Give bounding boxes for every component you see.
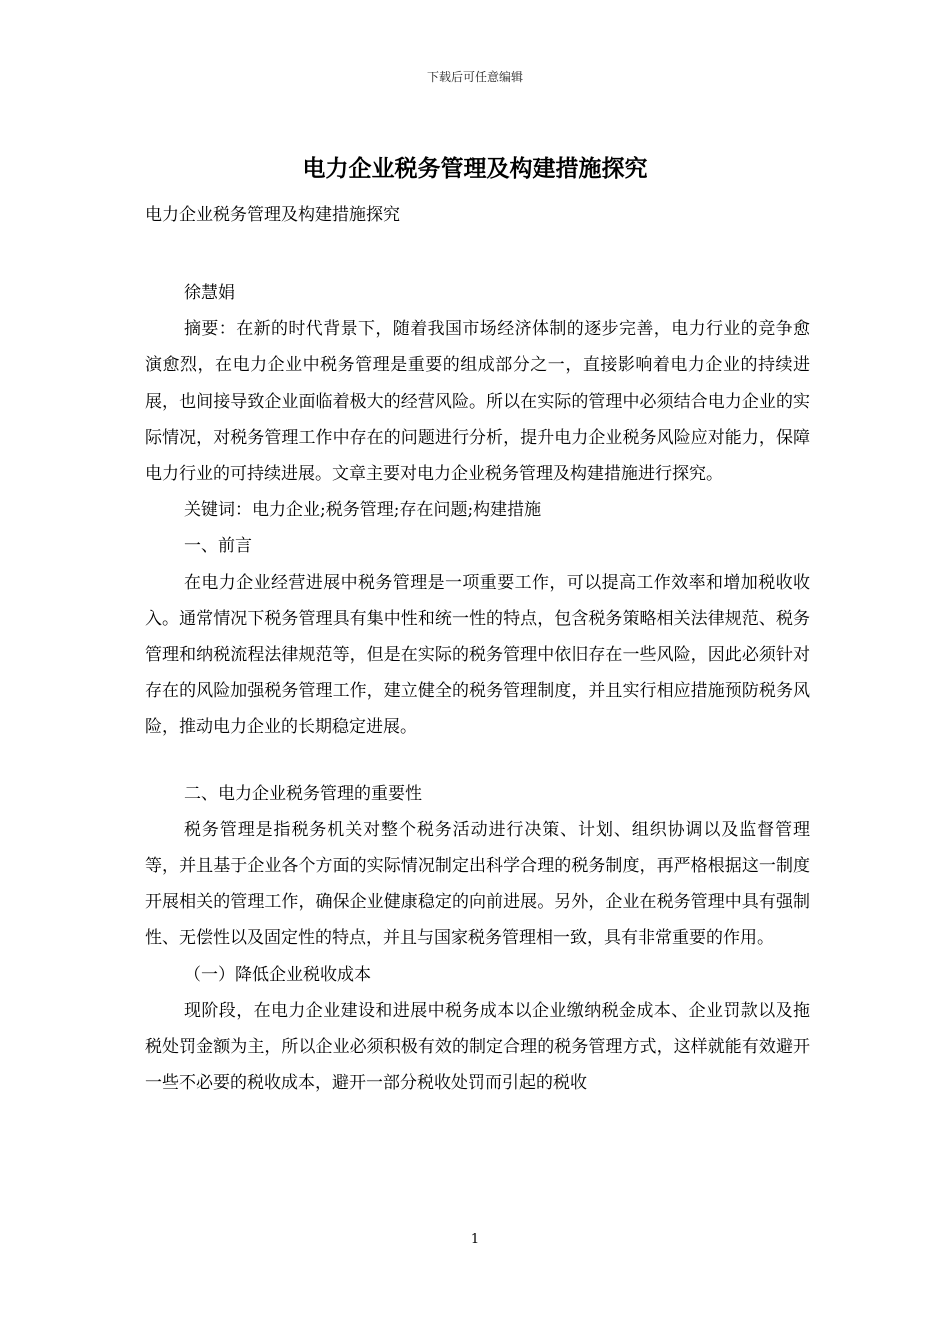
reduce-cost-paragraph: 现阶段，在电力企业建设和进展中税务成本以企业缴纳税金成本、企业罚款以及拖税处罚金额为主，所以企业必须积极有效的制定合理的税务管理方式，这样就能有效避开一些不必要的税收成本，避开一部分税收处罚而引起的税收 (145, 1000, 810, 1094)
document-body (145, 275, 810, 1101)
page-number: 1 (470, 1232, 480, 1247)
header-note: 下载后可任意编辑 (426, 70, 523, 84)
section-heading-importance: 二、电力企业税务管理的重要性 (184, 783, 422, 804)
author-line: 徐慧娟 (184, 283, 235, 303)
preface-paragraph: 在电力企业经营进展中税务管理是一项重要工作，可以提高工作效率和增加税收收入。通常情况下税务管理具有集中性和统一性的特点，包含税务策略相关法律规范、税务管理和纳税流程法律规范等，但是在实际的税务管理中依旧存在一些风险，因此必须针对存在的风险加强税务管理工作，建立健全的税务管理制度，并且实行相应措施预防税务风险，推动电力企业的长期稳定进展。 (145, 572, 810, 738)
abstract-paragraph: 摘要：在新的时代背景下，随着我国市场经济体制的逐步完善，电力行业的竞争愈演愈烈，在电力企业中税务管理是重要的组成部分之一，直接影响着电力企业的持续进展，也间接导致企业面临着极大的经营风险。所以在实际的管理中必须结合电力企业的实际情况，对税务管理工作中存在的问题进行分析，提升电力企业税务风险应对能力，保障电力行业的可持续进展。文章主要对电力企业税务管理及构建措施进行探究。 (145, 319, 810, 485)
keywords-line: 关键词：电力企业;税务管理;存在问题;构建措施 (184, 500, 542, 521)
document-title: 电力企业税务管理及构建措施探究 (302, 155, 648, 182)
section-heading-preface: 一、前言 (184, 536, 252, 557)
importance-paragraph: 税务管理是指税务机关对整个税务活动进行决策、计划、组织协调以及监督管理等，并且基于企业各个方面的实际情况制定出科学合理的税务制度，再严格根据这一制度开展相关的管理工作，确保企业健康稳定的向前进展。另外，企业在税务管理中具有强制性、无偿性以及固定性的特点，并且与国家税务管理相一致，具有非常重要的作用。 (145, 819, 810, 949)
document-subtitle: 电力企业税务管理及构建措施探究 (145, 205, 400, 225)
subsection-heading-reduce-cost: （一）降低企业税收成本 (184, 964, 371, 985)
